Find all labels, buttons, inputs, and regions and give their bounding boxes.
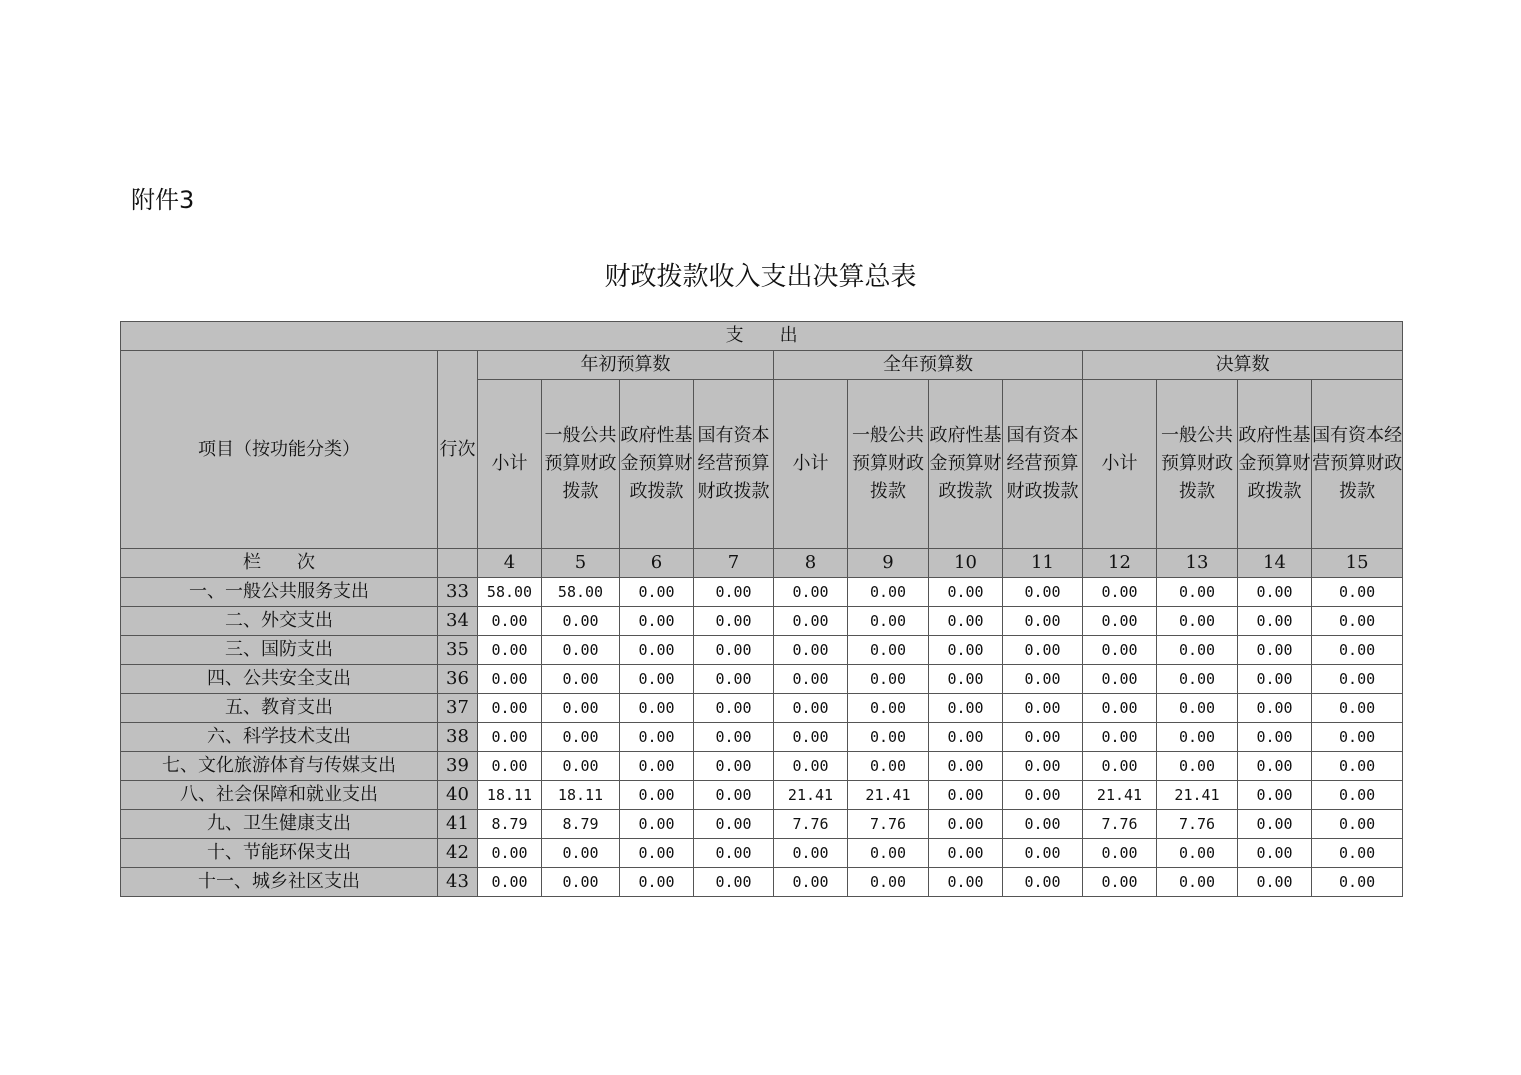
table-row: [121, 723, 1403, 752]
value-cell: 0.00: [848, 607, 929, 636]
value-cell: 7.76: [1157, 810, 1238, 839]
value-cell: 0.00: [694, 868, 774, 897]
column-number: 7: [694, 549, 774, 578]
sub-header: 小计: [774, 380, 848, 549]
value-cell: 0.00: [848, 636, 929, 665]
column-number: 5: [542, 549, 620, 578]
column-number: 6: [620, 549, 694, 578]
value-cell: 0.00: [694, 665, 774, 694]
table-row: [121, 839, 1403, 868]
value-cell: 18.11: [478, 781, 542, 810]
value-cell: 0.00: [542, 694, 620, 723]
value-cell: 0.00: [1312, 752, 1403, 781]
row-number: 37: [438, 694, 478, 723]
value-cell: 0.00: [620, 752, 694, 781]
row-label: 十、节能环保支出: [121, 839, 438, 868]
value-cell: 0.00: [1003, 578, 1083, 607]
value-cell: 0.00: [929, 839, 1003, 868]
row-label: 九、卫生健康支出: [121, 810, 438, 839]
value-cell: 0.00: [929, 665, 1003, 694]
value-cell: 0.00: [1083, 723, 1157, 752]
value-cell: 0.00: [478, 723, 542, 752]
sub-header: 小计: [1083, 380, 1157, 549]
value-cell: 0.00: [929, 752, 1003, 781]
sub-header: 国有资本经营预算财政拨款: [1312, 380, 1403, 549]
value-cell: 0.00: [929, 636, 1003, 665]
value-cell: 18.11: [542, 781, 620, 810]
value-cell: 0.00: [694, 839, 774, 868]
value-cell: 0.00: [1157, 868, 1238, 897]
value-cell: 21.41: [848, 781, 929, 810]
value-cell: 0.00: [1157, 636, 1238, 665]
attachment-label: 附件3: [131, 186, 195, 214]
value-cell: 58.00: [478, 578, 542, 607]
value-cell: 0.00: [694, 578, 774, 607]
table-row: [121, 665, 1403, 694]
column-number: 9: [848, 549, 929, 578]
value-cell: 0.00: [1083, 636, 1157, 665]
value-cell: 0.00: [694, 752, 774, 781]
row-label: 一、一般公共服务支出: [121, 578, 438, 607]
value-cell: 0.00: [1312, 694, 1403, 723]
value-cell: 0.00: [694, 694, 774, 723]
value-cell: 0.00: [774, 723, 848, 752]
document-title: 财政拨款收入支出决算总表: [604, 262, 917, 292]
value-cell: 0.00: [774, 752, 848, 781]
value-cell: 0.00: [1157, 578, 1238, 607]
value-cell: 0.00: [478, 607, 542, 636]
value-cell: 0.00: [774, 578, 848, 607]
column-number: 4: [478, 549, 542, 578]
value-cell: 0.00: [694, 636, 774, 665]
value-cell: 0.00: [1003, 665, 1083, 694]
value-cell: 0.00: [478, 752, 542, 781]
value-cell: 0.00: [1238, 578, 1312, 607]
value-cell: 0.00: [694, 781, 774, 810]
column-number: 11: [1003, 549, 1083, 578]
value-cell: 0.00: [478, 694, 542, 723]
value-cell: 0.00: [478, 868, 542, 897]
value-cell: 7.76: [848, 810, 929, 839]
group-header-final-account: 决算数: [1083, 351, 1403, 380]
value-cell: 0.00: [694, 723, 774, 752]
row-label: 二、外交支出: [121, 607, 438, 636]
value-cell: 0.00: [1312, 839, 1403, 868]
row-number: 35: [438, 636, 478, 665]
value-cell: 0.00: [620, 636, 694, 665]
value-cell: 0.00: [1157, 665, 1238, 694]
sub-header: 一般公共预算财政拨款: [848, 380, 929, 549]
value-cell: 0.00: [620, 578, 694, 607]
sub-header: 政府性基金预算财政拨款: [620, 380, 694, 549]
value-cell: 0.00: [1312, 723, 1403, 752]
row-label: 六、科学技术支出: [121, 723, 438, 752]
value-cell: 0.00: [848, 868, 929, 897]
row-label: 五、教育支出: [121, 694, 438, 723]
value-cell: 0.00: [1312, 781, 1403, 810]
row-number: 36: [438, 665, 478, 694]
table-row: [121, 781, 1403, 810]
row-number: 38: [438, 723, 478, 752]
value-cell: 0.00: [1003, 607, 1083, 636]
value-cell: 0.00: [929, 694, 1003, 723]
value-cell: 0.00: [1003, 636, 1083, 665]
value-cell: 0.00: [1083, 578, 1157, 607]
item-header: 项目（按功能分类）: [121, 351, 438, 549]
row-number: 43: [438, 868, 478, 897]
row-number: 39: [438, 752, 478, 781]
value-cell: 0.00: [620, 839, 694, 868]
value-cell: 8.79: [478, 810, 542, 839]
sub-header: 政府性基金预算财政拨款: [1238, 380, 1312, 549]
value-cell: 0.00: [620, 868, 694, 897]
value-cell: 0.00: [542, 636, 620, 665]
value-cell: 0.00: [1157, 752, 1238, 781]
value-cell: 0.00: [1238, 868, 1312, 897]
value-cell: 0.00: [1003, 781, 1083, 810]
value-cell: 0.00: [1083, 607, 1157, 636]
value-cell: 0.00: [620, 723, 694, 752]
value-cell: 0.00: [1083, 868, 1157, 897]
sub-header: 一般公共预算财政拨款: [1157, 380, 1238, 549]
row-label: 十一、城乡社区支出: [121, 868, 438, 897]
table-row: [121, 694, 1403, 723]
value-cell: 0.00: [694, 810, 774, 839]
value-cell: 0.00: [542, 839, 620, 868]
table-row: [121, 868, 1403, 897]
value-cell: 0.00: [620, 781, 694, 810]
value-cell: 0.00: [1312, 665, 1403, 694]
value-cell: 0.00: [1238, 752, 1312, 781]
value-cell: 0.00: [1083, 694, 1157, 723]
value-cell: 0.00: [774, 868, 848, 897]
value-cell: 58.00: [542, 578, 620, 607]
value-cell: 7.76: [1083, 810, 1157, 839]
value-cell: 0.00: [1238, 607, 1312, 636]
value-cell: 21.41: [1157, 781, 1238, 810]
table-row: [121, 636, 1403, 665]
row-number: 42: [438, 839, 478, 868]
value-cell: 0.00: [1003, 694, 1083, 723]
value-cell: 0.00: [774, 839, 848, 868]
table-row: [121, 752, 1403, 781]
value-cell: 0.00: [848, 752, 929, 781]
value-cell: 0.00: [929, 781, 1003, 810]
row-label: 三、国防支出: [121, 636, 438, 665]
row-label: 四、公共安全支出: [121, 665, 438, 694]
value-cell: 8.79: [542, 810, 620, 839]
value-cell: 0.00: [1312, 810, 1403, 839]
financial-table: [120, 321, 1403, 897]
value-cell: 0.00: [929, 810, 1003, 839]
table-row: [121, 578, 1403, 607]
sub-header: 国有资本经营预算财政拨款: [694, 380, 774, 549]
value-cell: 0.00: [694, 607, 774, 636]
column-number: 10: [929, 549, 1003, 578]
value-cell: 0.00: [1238, 636, 1312, 665]
value-cell: 0.00: [478, 839, 542, 868]
value-cell: 0.00: [1312, 636, 1403, 665]
group-header-initial-budget: 年初预算数: [478, 351, 774, 380]
value-cell: 0.00: [848, 694, 929, 723]
value-cell: 0.00: [1312, 607, 1403, 636]
row-label: 八、社会保障和就业支出: [121, 781, 438, 810]
sub-header: 小计: [478, 380, 542, 549]
table-row: [121, 607, 1403, 636]
group-header-annual-budget: 全年预算数: [774, 351, 1083, 380]
value-cell: 0.00: [774, 665, 848, 694]
value-cell: 0.00: [542, 665, 620, 694]
sub-header: 国有资本经营预算财政拨款: [1003, 380, 1083, 549]
value-cell: 21.41: [1083, 781, 1157, 810]
value-cell: 21.41: [774, 781, 848, 810]
row-no-header: 行次: [438, 351, 478, 549]
value-cell: 0.00: [1157, 723, 1238, 752]
value-cell: 0.00: [1157, 607, 1238, 636]
value-cell: 0.00: [620, 694, 694, 723]
value-cell: 0.00: [774, 607, 848, 636]
value-cell: 0.00: [1312, 578, 1403, 607]
value-cell: 0.00: [478, 636, 542, 665]
value-cell: 0.00: [929, 723, 1003, 752]
value-cell: 0.00: [1003, 723, 1083, 752]
value-cell: 0.00: [1157, 839, 1238, 868]
row-number: 34: [438, 607, 478, 636]
value-cell: 0.00: [542, 868, 620, 897]
value-cell: 0.00: [848, 578, 929, 607]
table-row: [121, 810, 1403, 839]
value-cell: 0.00: [774, 636, 848, 665]
column-number: 13: [1157, 549, 1238, 578]
value-cell: 0.00: [542, 723, 620, 752]
sub-header: 一般公共预算财政拨款: [542, 380, 620, 549]
value-cell: 0.00: [1083, 752, 1157, 781]
value-cell: 0.00: [1312, 868, 1403, 897]
column-number: 15: [1312, 549, 1403, 578]
row-number: 33: [438, 578, 478, 607]
value-cell: 0.00: [1003, 839, 1083, 868]
value-cell: 0.00: [1238, 839, 1312, 868]
column-number: 8: [774, 549, 848, 578]
value-cell: 0.00: [1003, 810, 1083, 839]
value-cell: 0.00: [848, 665, 929, 694]
column-number: 14: [1238, 549, 1312, 578]
value-cell: 0.00: [1238, 665, 1312, 694]
column-index-label: 栏 次: [121, 549, 438, 578]
row-label: 七、文化旅游体育与传媒支出: [121, 752, 438, 781]
value-cell: 0.00: [774, 694, 848, 723]
value-cell: 0.00: [1238, 694, 1312, 723]
row-number: 40: [438, 781, 478, 810]
value-cell: 0.00: [929, 578, 1003, 607]
sub-header: 政府性基金预算财政拨款: [929, 380, 1003, 549]
column-number: 12: [1083, 549, 1157, 578]
value-cell: 0.00: [542, 752, 620, 781]
value-cell: 0.00: [1157, 694, 1238, 723]
value-cell: 0.00: [1238, 723, 1312, 752]
value-cell: 0.00: [1003, 752, 1083, 781]
value-cell: 0.00: [620, 665, 694, 694]
value-cell: 0.00: [1083, 665, 1157, 694]
value-cell: 7.76: [774, 810, 848, 839]
value-cell: 0.00: [620, 607, 694, 636]
value-cell: 0.00: [1238, 810, 1312, 839]
row-number: 41: [438, 810, 478, 839]
value-cell: 0.00: [1083, 839, 1157, 868]
value-cell: 0.00: [929, 868, 1003, 897]
value-cell: 0.00: [620, 810, 694, 839]
value-cell: 0.00: [542, 607, 620, 636]
value-cell: 0.00: [848, 723, 929, 752]
column-index-blank: [438, 549, 478, 578]
value-cell: 0.00: [1238, 781, 1312, 810]
section-header: 支 出: [121, 322, 1403, 351]
value-cell: 0.00: [478, 665, 542, 694]
value-cell: 0.00: [1003, 868, 1083, 897]
value-cell: 0.00: [929, 607, 1003, 636]
value-cell: 0.00: [848, 839, 929, 868]
